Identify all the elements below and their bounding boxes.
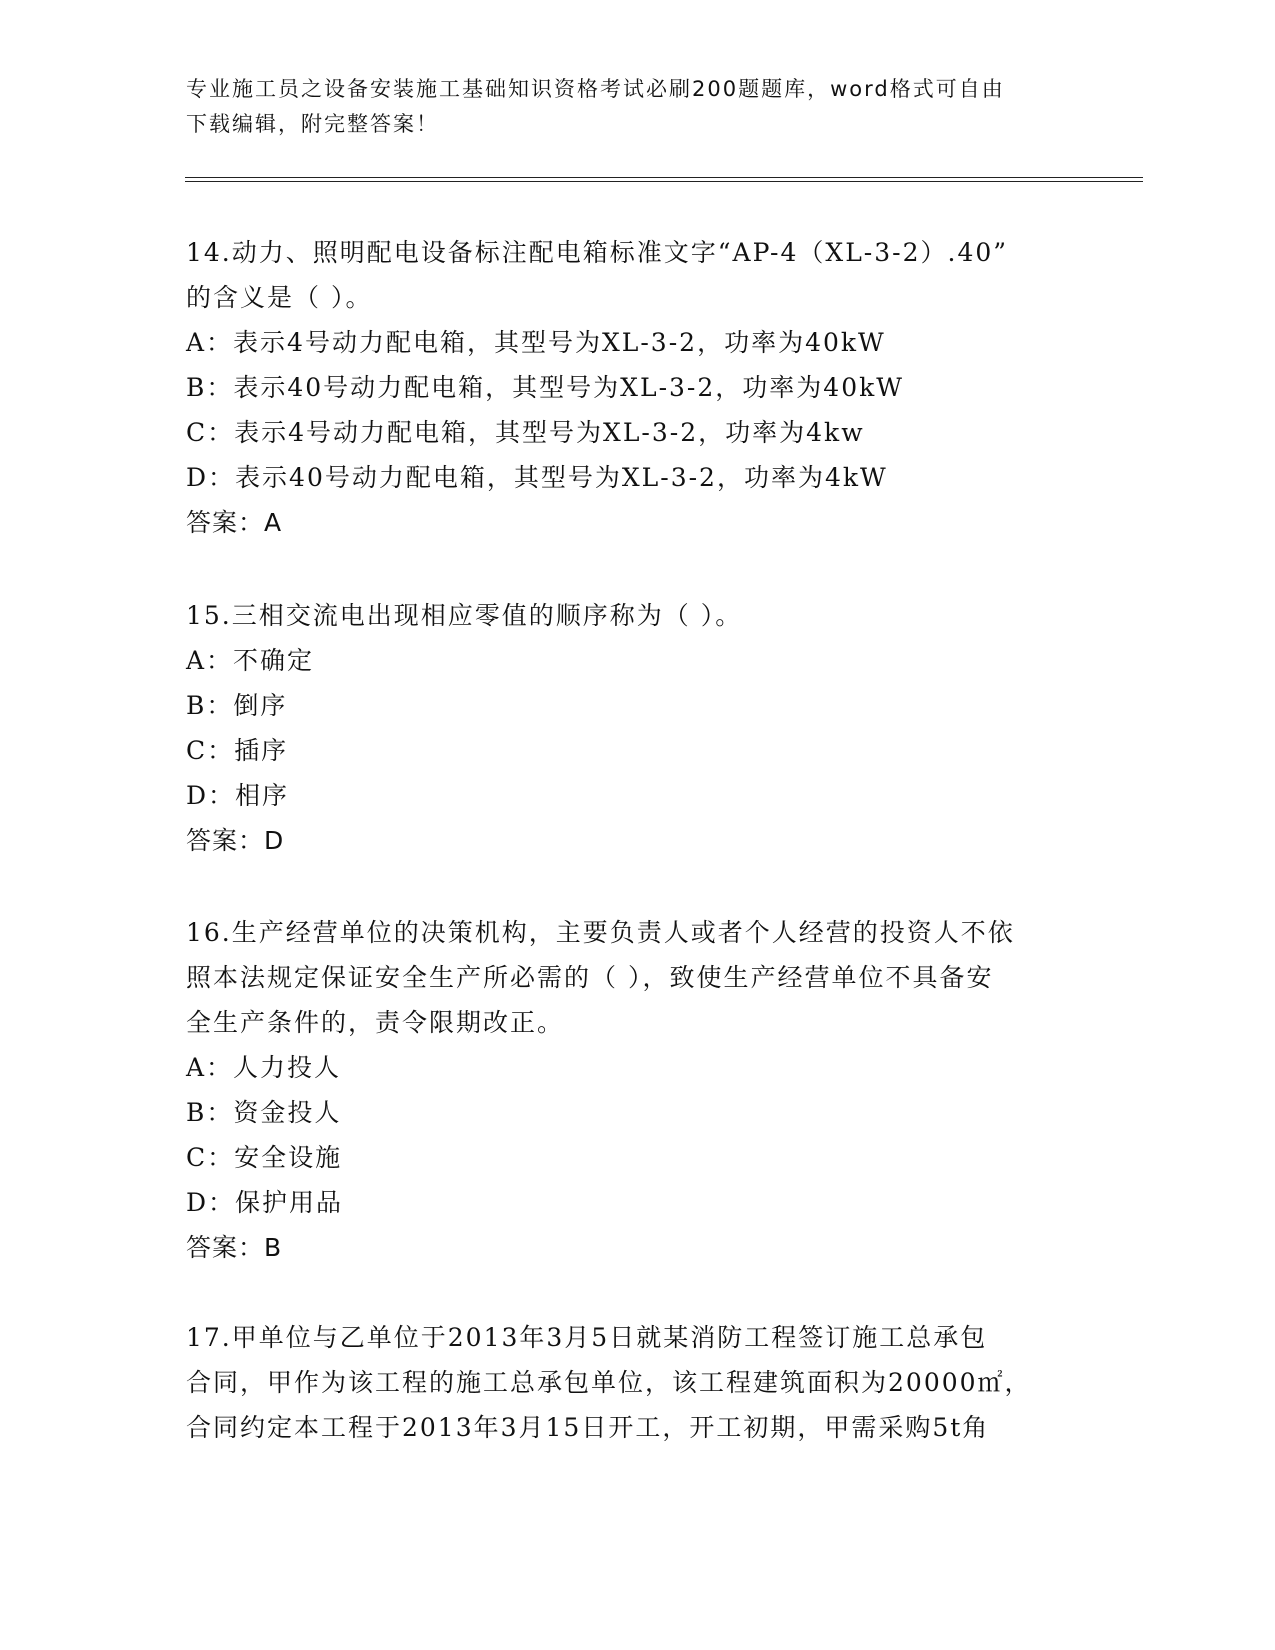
option-b: B：资金投人 xyxy=(186,1098,342,1127)
option-d: D：相序 xyxy=(186,781,290,810)
option-a: A：表示4号动力配电箱，其型号为XL-3-2，功率为40kW xyxy=(186,328,886,357)
question-text-line: 合同约定本工程于2013年3月15日开工，开工初期，甲需采购5t角 xyxy=(186,1413,990,1442)
question-text-line: 17.甲单位与乙单位于2013年3月5日就某消防工程签订施工总承包 xyxy=(186,1323,988,1352)
question-text-line: 照本法规定保证安全生产所必需的（ ），致使生产经营单位不具备安 xyxy=(186,963,994,992)
question-14 xyxy=(186,230,1086,545)
question-text-line: 16.生产经营单位的决策机构，主要负责人或者个人经营的投资人不依 xyxy=(186,918,1015,947)
option-b: B：表示40号动力配电箱，其型号为XL-3-2，功率为40kW xyxy=(186,373,904,402)
question-text-line: 合同，甲作为该工程的施工总承包单位，该工程建筑面积为20000㎡， xyxy=(186,1368,1032,1397)
option-c: C：表示4号动力配电箱，其型号为XL-3-2，功率为4kw xyxy=(186,418,865,447)
answer: 答案：D xyxy=(186,826,285,855)
question-text-line: 14.动力、照明配电设备标注配电箱标准文字“AP-4（XL-3-2）.40” xyxy=(186,238,1009,267)
header-divider-top xyxy=(185,177,1143,178)
option-a: A：不确定 xyxy=(186,646,315,675)
header-divider-bottom xyxy=(185,181,1143,182)
option-c: C：安全设施 xyxy=(186,1143,343,1172)
question-16 xyxy=(186,910,1086,1270)
option-a: A：人力投人 xyxy=(186,1053,342,1082)
question-text-line: 15.三相交流电出现相应零值的顺序称为（ ）。 xyxy=(186,601,743,630)
header-line-1: 专业施工员之设备安装施工基础知识资格考试必刷200题题库，word格式可自由 xyxy=(186,77,1005,101)
option-d: D：保护用品 xyxy=(186,1188,344,1217)
option-d: D：表示40号动力配电箱，其型号为XL-3-2，功率为4kW xyxy=(186,463,888,492)
document-header xyxy=(186,72,1066,142)
question-15 xyxy=(186,593,1086,863)
header-line-2: 下载编辑，附完整答案！ xyxy=(186,112,439,136)
question-17 xyxy=(186,1315,1086,1450)
question-text-line: 的含义是（ ）。 xyxy=(186,283,373,312)
answer: 答案：B xyxy=(186,1233,283,1262)
question-text-line: 全生产条件的，责令限期改正。 xyxy=(186,1008,565,1037)
answer: 答案：A xyxy=(186,508,283,537)
option-b: B：倒序 xyxy=(186,691,288,720)
option-c: C：插序 xyxy=(186,736,289,765)
